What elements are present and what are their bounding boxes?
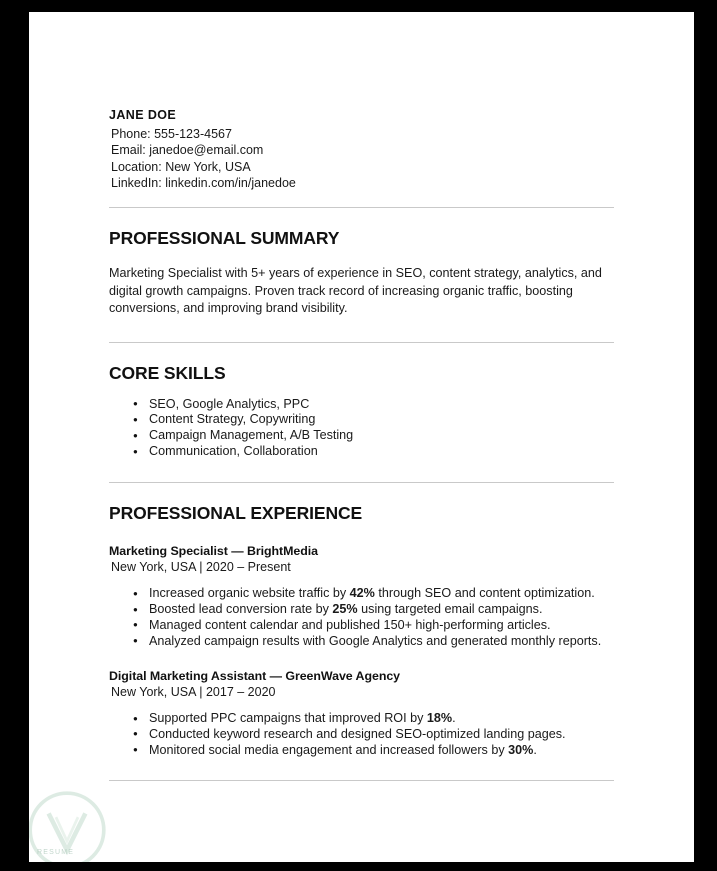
divider-summary xyxy=(109,342,614,343)
list-item: ● Increased organic website traffic by 42% through SEO and content optimization. xyxy=(133,586,614,601)
job-title: Digital Marketing Assistant — GreenWave Agency xyxy=(109,669,401,684)
watermark-label: RESUME xyxy=(37,849,75,856)
skills-list xyxy=(109,397,614,460)
divider-experience xyxy=(109,780,614,781)
list-item: ● Boosted lead conversion rate by 25% using targeted email campaigns. xyxy=(133,602,614,617)
divider-skills xyxy=(109,482,614,483)
divider-header xyxy=(109,207,614,208)
list-item: ● Conducted keyword research and designed SEO-optimized landing pages. xyxy=(133,727,614,742)
contact-block xyxy=(109,126,614,191)
section-title-summary: PROFESSIONAL SUMMARY xyxy=(109,228,340,249)
contact-phone: Phone: 555-123-4567 xyxy=(111,127,232,141)
list-item: ● Supported PPC campaigns that improved ROI by 18%. xyxy=(133,711,614,726)
experience-job xyxy=(109,669,614,758)
job-bullets xyxy=(109,711,614,758)
list-item: ● Campaign Management, A/B Testing xyxy=(133,428,614,443)
summary-text: Marketing Specialist with 5+ years of experience in SEO, content strategy, analytics, and digital growth campaigns. Proven track record of increasing organic traffic, boosting conversions, and improving brand visibility. xyxy=(109,266,602,316)
section-title-skills: CORE SKILLS xyxy=(109,362,226,383)
contact-linkedin: LinkedIn: linkedin.com/in/janedoe xyxy=(111,175,296,190)
job-title: Marketing Specialist — BrightMedia xyxy=(109,544,318,559)
job-bullets xyxy=(109,586,614,649)
section-title-experience: PROFESSIONAL EXPERIENCE xyxy=(109,503,363,524)
list-item: ● Analyzed campaign results with Google Analytics and generated monthly reports. xyxy=(133,634,614,649)
document-page xyxy=(29,12,694,862)
contact-location: Location: New York, USA xyxy=(111,159,251,174)
job-meta: New York, USA | 2017 – 2020 xyxy=(111,685,276,700)
list-item: ● SEO, Google Analytics, PPC xyxy=(133,397,614,412)
job-meta: New York, USA | 2020 – Present xyxy=(111,560,291,575)
candidate-name: JANE DOE xyxy=(109,108,177,122)
list-item: ● Communication, Collaboration xyxy=(133,444,614,459)
list-item: ● Managed content calendar and published 150+ high-performing articles. xyxy=(133,618,614,633)
list-item: ● Content Strategy, Copywriting xyxy=(133,412,614,427)
resume-content xyxy=(109,108,614,781)
list-item: ● Monitored social media engagement and increased followers by 30%. xyxy=(133,743,614,758)
experience-job xyxy=(109,544,614,649)
contact-email: Email: janedoe@email.com xyxy=(111,143,264,158)
